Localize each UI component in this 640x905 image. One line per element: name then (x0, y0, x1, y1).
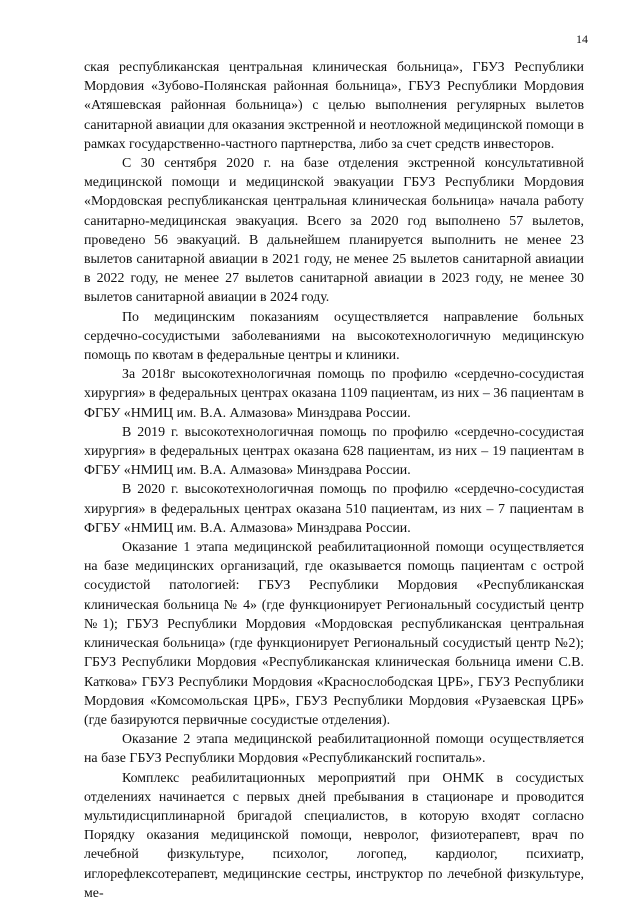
paragraph-1: ская республиканская центральная клиническая больница», ГБУЗ Республики Мордовия «Зубово-Полянская районная больница», ГБУЗ Республики Мордовия «Атяшевская районная больница») с целью выполнения регулярных вылетов санитарной авиации для оказания экстренной и неотложной медицинской помощи в рамках государственно-частного партнерства, либо за счет средств инвесторов. (84, 60, 584, 152)
page-number: 14 (576, 32, 588, 46)
paragraph-3: По медицинским показаниям осуществляется направление больных сердечно-сосудистыми заболеваниями на высокотехнологичную медицинскую помощь по квотам в федеральные центры и клиники. (84, 309, 584, 364)
body-text (84, 58, 584, 903)
paragraph-2: С 30 сентября 2020 г. на базе отделения экстренной консультативной медицинской помощи и медицинской эвакуации ГБУЗ Республики Мордовия «Мордовская республиканская центральная клиническая больница» начала работу санитарно-медицинская эвакуация. Всего за 2020 год выполнено 57 вылетов, проведено 56 эвакуаций. В дальнейшем планируется выполнить не менее 23 вылетов санитарной авиации в 2021 году, не менее 25 вылетов санитарной авиации в 2022 году, не менее 27 вылетов санитарной авиации в 2023 году, не менее 30 вылетов санитарной авиации в 2024 году. (84, 156, 584, 306)
paragraph-4: За 2018г высокотехнологичная помощь по профилю «сердечно-сосудистая хирургия» в федеральных центрах оказана 1109 пациентам, из них – 36 пациентам в ФГБУ «НМИЦ им. В.А. Алмазова» Минздрава России. (84, 367, 584, 421)
paragraph-8: Оказание 2 этапа медицинской реабилитационной помощи осуществляется на базе ГБУЗ Республики Мордовия «Республиканский госпиталь». (84, 732, 584, 767)
paragraph-9: Комплекс реабилитационных мероприятий при ОНМК в сосудистых отделениях начинается с первых дней пребывания в стационаре и проводится мультидисциплинарной бригадой специалистов, в которую входят согласно Порядку оказания медицинской помощи, невролог, физиотерапевт, врач по лечебной физкультуре, психолог, логопед, кардиолог, психиатр, иглорефлексотерапевт, медицинские сестры, инструктор по лечебной физкультуре, ме- (84, 770, 584, 901)
paragraph-7: Оказание 1 этапа медицинской реабилитационной помощи осуществляется на базе медицинских организаций, где оказывается помощь пациентам с острой сосудистой патологией: ГБУЗ Республики Мордовия «Республиканская клиническая больница № 4» (где функционирует Региональный сосудистый центр №1); ГБУЗ Республики Мордовия «Мордовская республиканская центральная клиническая больница» (где функционирует Региональный сосудистый центр №2); ГБУЗ Республики Мордовия «Республиканская клиническая больница имени С.В. Каткова» ГБУЗ Республики Мордовия «Краснослободская ЦРБ», ГБУЗ Республики Мордовия «Комсомольская ЦРБ», ГБУЗ Республики Мордовия «Рузаевская ЦРБ» (где базируются первичные сосудистые отделения). (84, 540, 584, 728)
paragraph-5: В 2019 г. высокотехнологичная помощь по профилю «сердечно-сосудистая хирургия» в федеральных центрах оказана 628 пациентам, из них – 19 пациентам в ФГБУ «НМИЦ им. В.А. Алмазова» Минздрава России. (84, 424, 584, 479)
paragraph-6: В 2020 г. высокотехнологичная помощь по профилю «сердечно-сосудистая хирургия» в федеральных центрах оказана 510 пациентам, из них – 7 пациентам в ФГБУ «НМИЦ им. В.А. Алмазова» Минздрава России. (84, 482, 584, 536)
